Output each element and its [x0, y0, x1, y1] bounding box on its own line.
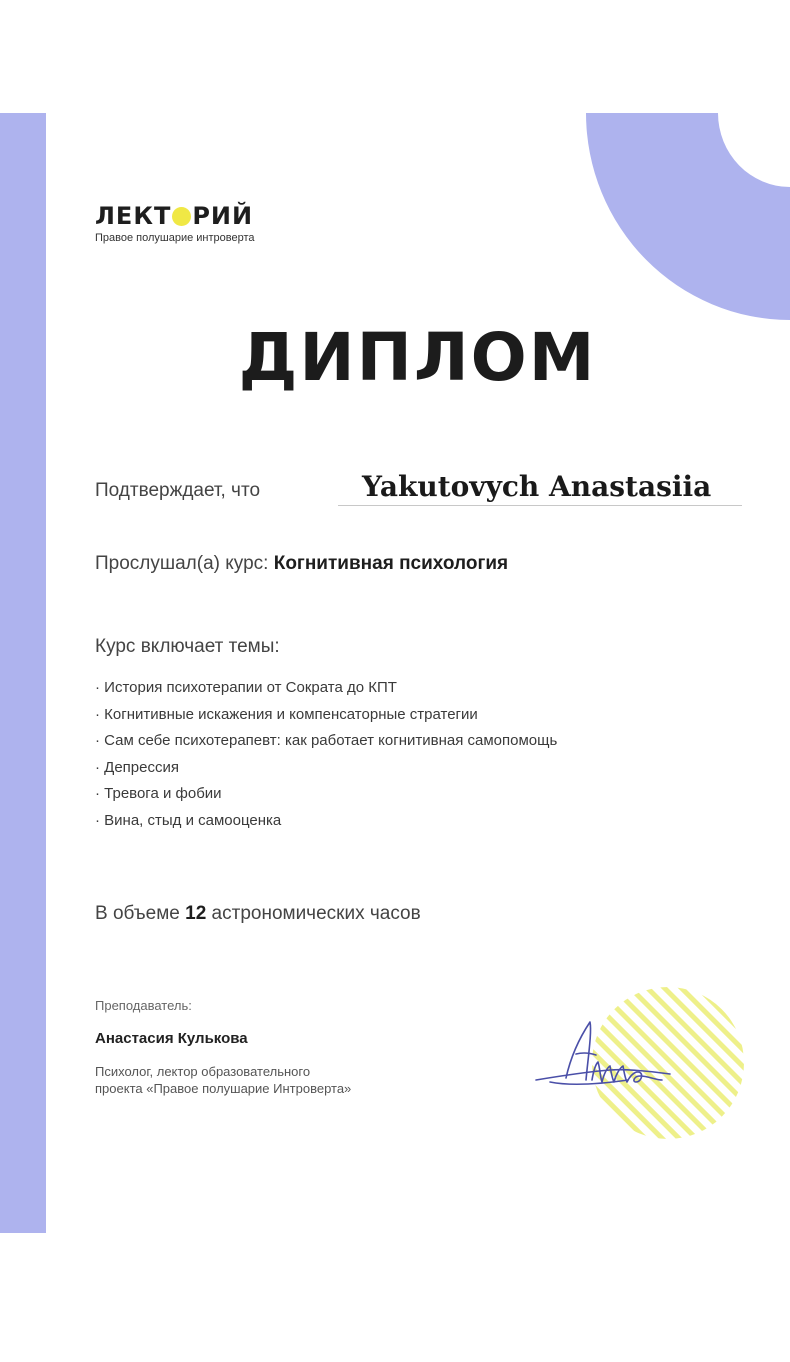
recipient-name: Yakutovych Anastasiia [362, 470, 712, 503]
logo-word-end: РИЙ [192, 202, 254, 230]
volume-prefix: В объеме [95, 903, 180, 924]
corner-ring-decoration [586, 113, 790, 320]
topic-item: · История психотерапии от Сократа до КПТ [95, 679, 397, 696]
logo-wordmark [95, 201, 255, 231]
teacher-label: Преподаватель: [95, 998, 192, 1013]
topic-item: · Тревога и фобии [95, 785, 222, 802]
signature-icon [530, 1010, 690, 1100]
topic-item: · Когнитивные искажения и компенсаторные стратегии [95, 705, 478, 723]
logo-tagline: Правое полушарие интроверта [95, 232, 255, 244]
topic-item: · Сам себе психотерапевт: как работает когнитивная самопомощь [95, 732, 558, 749]
recipient-underline [338, 505, 742, 506]
lektoriy-logo [95, 201, 255, 244]
course-line [95, 553, 508, 575]
teacher-name: Анастасия Кулькова [95, 1030, 248, 1047]
topics-heading: Курс включает темы: [95, 636, 280, 657]
volume-hours: 12 [185, 903, 207, 924]
topic-item: · Вина, стыд и самооценка [95, 811, 282, 829]
topic-item: · Депрессия [95, 758, 179, 776]
logo-yellow-dot-icon [172, 207, 191, 226]
teacher-desc-line: Психолог, лектор образовательного [95, 1064, 311, 1079]
course-label: Прослушал(а) курс: [95, 553, 269, 574]
logo-word-start: ЛЕКТ [95, 202, 172, 230]
volume-line [95, 903, 421, 925]
left-accent-bar [0, 113, 46, 1233]
teacher-description [95, 1063, 351, 1097]
course-name: Когнитивная психология [273, 553, 509, 574]
diploma-title: ДИПЛОМ [238, 319, 597, 396]
topics-list [95, 678, 557, 837]
teacher-desc-line: проекта «Правое полушарие Интроверта» [95, 1081, 352, 1096]
volume-suffix: астрономических часов [211, 903, 421, 924]
confirm-label: Подтверждает, что [95, 480, 261, 501]
